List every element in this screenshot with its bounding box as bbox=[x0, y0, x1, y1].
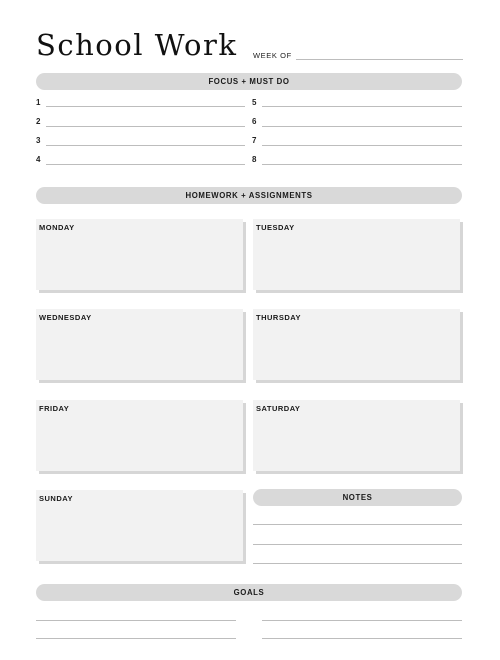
focus-heading-bar bbox=[36, 73, 462, 90]
day-label: MONDAY bbox=[39, 223, 75, 232]
day-box-friday[interactable] bbox=[36, 400, 243, 471]
notes-line[interactable] bbox=[253, 563, 462, 564]
focus-item-number: 5 bbox=[252, 98, 257, 107]
day-label: FRIDAY bbox=[39, 404, 70, 413]
notes-line[interactable] bbox=[253, 524, 462, 525]
focus-item-line[interactable] bbox=[262, 164, 462, 165]
focus-item-line[interactable] bbox=[262, 126, 462, 127]
notes-line[interactable] bbox=[253, 544, 462, 545]
day-label: WEDNESDAY bbox=[39, 313, 92, 322]
goals-line[interactable] bbox=[36, 620, 236, 621]
focus-item-line[interactable] bbox=[46, 106, 245, 107]
homework-heading-bar bbox=[36, 187, 462, 204]
focus-item-line[interactable] bbox=[262, 106, 462, 107]
page-title: School Work bbox=[36, 28, 238, 62]
focus-item-line[interactable] bbox=[46, 145, 245, 146]
goals-heading-bar bbox=[36, 584, 462, 601]
focus-item-line[interactable] bbox=[262, 145, 462, 146]
focus-item-line[interactable] bbox=[46, 164, 245, 165]
week-of-line[interactable] bbox=[296, 59, 463, 60]
focus-item-number: 4 bbox=[36, 155, 41, 164]
day-box-sunday[interactable] bbox=[36, 490, 243, 561]
day-box-thursday[interactable] bbox=[253, 309, 460, 380]
day-label: THURSDAY bbox=[256, 313, 301, 322]
goals-line[interactable] bbox=[262, 620, 462, 621]
notes-heading-bar bbox=[253, 489, 462, 506]
focus-item-number: 8 bbox=[252, 155, 257, 164]
day-box-saturday[interactable] bbox=[253, 400, 460, 471]
day-box-wednesday[interactable] bbox=[36, 309, 243, 380]
day-label: SATURDAY bbox=[256, 404, 301, 413]
goals-heading: GOALS bbox=[233, 588, 265, 597]
day-label: SUNDAY bbox=[39, 494, 73, 503]
focus-item-number: 7 bbox=[252, 136, 257, 145]
day-box-tuesday[interactable] bbox=[253, 219, 460, 290]
focus-heading: FOCUS + MUST DO bbox=[208, 77, 290, 86]
focus-item-number: 2 bbox=[36, 117, 41, 126]
week-of-label: WEEK OF bbox=[253, 51, 292, 60]
goals-line[interactable] bbox=[262, 638, 462, 639]
notes-heading: NOTES bbox=[342, 493, 373, 502]
focus-item-number: 1 bbox=[36, 98, 41, 107]
day-label: TUESDAY bbox=[256, 223, 295, 232]
day-box-monday[interactable] bbox=[36, 219, 243, 290]
focus-item-number: 6 bbox=[252, 117, 257, 126]
focus-item-line[interactable] bbox=[46, 126, 245, 127]
homework-heading: HOMEWORK + ASSIGNMENTS bbox=[185, 191, 313, 200]
focus-item-number: 3 bbox=[36, 136, 41, 145]
goals-line[interactable] bbox=[36, 638, 236, 639]
